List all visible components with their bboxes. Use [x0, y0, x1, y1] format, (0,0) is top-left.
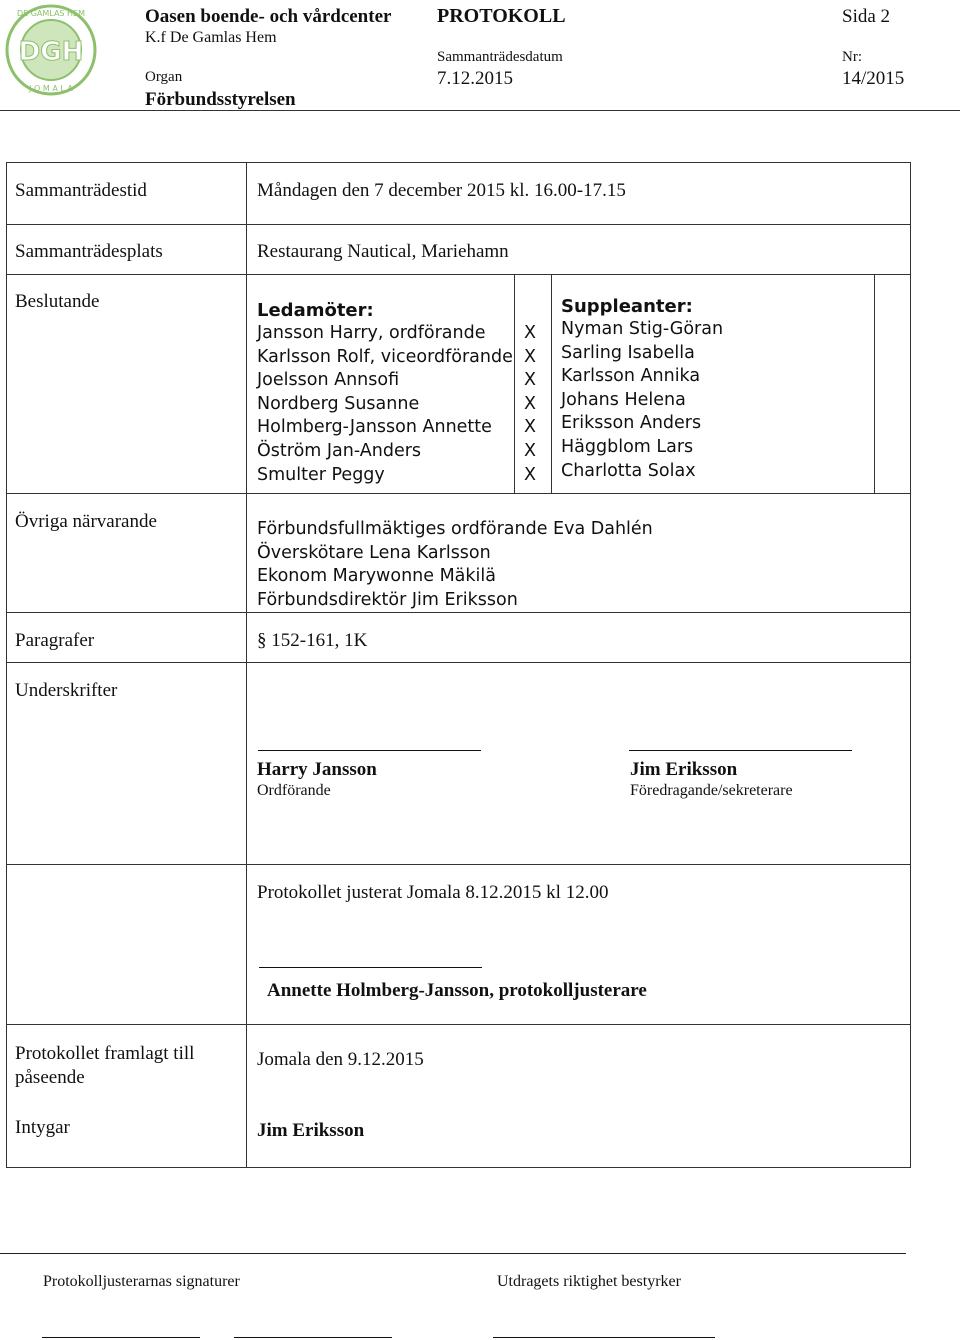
- attendance-mark: X: [524, 417, 536, 438]
- signature-line-right: [629, 750, 852, 751]
- signature-line-left: [258, 750, 481, 751]
- signer-left-name: Harry Jansson: [257, 759, 377, 780]
- organ-label: Organ: [145, 69, 183, 85]
- protocol-number: 14/2015: [842, 68, 905, 89]
- mark-column-rule: [514, 274, 515, 493]
- deputies-list: [561, 318, 723, 483]
- row-rule: [6, 1024, 911, 1025]
- deputy-name: Häggblom Lars: [561, 436, 694, 457]
- plats-value: Restaurang Nautical, Mariehamn: [257, 241, 509, 262]
- member-name: Öström Jan-Anders: [257, 440, 422, 461]
- beslutande-label: Beslutande: [15, 291, 100, 312]
- deputy-name: Charlotta Solax: [561, 460, 696, 481]
- intygar-value: Jim Eriksson: [257, 1120, 365, 1141]
- svg-text:DE GAMLAS HEM: DE GAMLAS HEM: [16, 9, 86, 18]
- attendance-mark: X: [524, 323, 536, 343]
- ovriga-person: Ekonom Marywonne Mäkilä: [257, 566, 496, 587]
- justering-text: Protokollet justerat Jomala 8.12.2015 kl 12.00: [257, 882, 609, 903]
- page-number: Sida 2: [842, 6, 891, 27]
- deputy-name: Johans Helena: [561, 389, 686, 410]
- ovriga-label: Övriga närvarande: [15, 511, 157, 532]
- attendance-mark: X: [524, 370, 536, 391]
- member-name: Jansson Harry, ordförande: [257, 323, 486, 343]
- row-rule: [6, 662, 911, 663]
- footer-signature-line: [493, 1337, 715, 1338]
- ovriga-list: [257, 518, 653, 612]
- nr-label: Nr:: [842, 49, 862, 65]
- footer-right-label: Utdragets riktighet bestyrker: [497, 1273, 681, 1290]
- row-rule: [6, 274, 911, 275]
- signer-left-role: Ordförande: [257, 782, 331, 799]
- member-name: Karlsson Rolf, viceordförande: [257, 346, 513, 367]
- org-sub: K.f De Gamlas Hem: [145, 29, 277, 46]
- attendance-mark: X: [524, 440, 536, 461]
- members-heading: Ledamöter:: [257, 300, 374, 321]
- attendance-mark: X: [524, 464, 536, 485]
- plats-label: Sammanträdesplats: [15, 241, 163, 262]
- underskrifter-label: Underskrifter: [15, 680, 118, 701]
- footer-left-label: Protokolljusterarnas signaturer: [43, 1273, 240, 1290]
- paragrafer-range: 152-161, 1K: [271, 630, 368, 651]
- deputy-column-rule: [874, 274, 875, 493]
- paragrafer-value: [257, 630, 367, 652]
- member-name: Smulter Peggy: [257, 464, 385, 485]
- meeting-date-label: Sammanträdesdatum: [437, 49, 563, 65]
- footer-rule: [0, 1253, 906, 1254]
- deputy-name: Karlsson Annika: [561, 366, 701, 387]
- ovriga-person: Förbundsdirektör Jim Eriksson: [257, 589, 518, 610]
- organ-name: Förbundsstyrelsen: [145, 89, 296, 110]
- de-gamlas-hem-logo: [5, 4, 97, 96]
- paragrafer-label: Paragrafer: [15, 630, 95, 651]
- justering-signature-line: [259, 967, 482, 968]
- deputy-name: Nyman Stig-Göran: [561, 319, 724, 339]
- header-rule: [0, 110, 960, 111]
- framlagt-value: Jomala den 9.12.2015: [257, 1049, 424, 1070]
- mark-column-rule: [551, 274, 552, 493]
- section-sign: §: [257, 630, 267, 651]
- row-rule: [6, 224, 911, 225]
- org-name: Oasen boende- och vårdcenter: [145, 6, 392, 27]
- tid-value: Måndagen den 7 december 2015 kl. 16.00-17.15: [257, 180, 626, 201]
- justering-name: Annette Holmberg-Jansson, protokolljusterare: [267, 980, 647, 1001]
- row-rule: [6, 493, 911, 494]
- table-border-left: [6, 162, 7, 1168]
- row-rule: [6, 864, 911, 865]
- attendance-mark: X: [524, 393, 536, 414]
- table-border-right: [910, 162, 911, 1168]
- member-name: Holmberg-Jansson Annette: [257, 417, 492, 438]
- signer-right-role: Föredragande/sekreterare: [630, 782, 793, 799]
- table-border-bottom: [6, 1167, 911, 1168]
- attendance-mark: X: [524, 346, 536, 367]
- svg-text:J O M A L A: J O M A L A: [29, 84, 73, 93]
- attendance-marks: [524, 322, 536, 487]
- deputies-heading: Suppleanter:: [561, 296, 693, 317]
- doc-type: PROTOKOLL: [437, 5, 566, 27]
- signer-right-name: Jim Eriksson: [630, 759, 738, 780]
- members-list: [257, 322, 513, 487]
- ovriga-person: Förbundsfullmäktiges ordförande Eva Dahlén: [257, 519, 653, 539]
- svg-text:DGH: DGH: [18, 37, 84, 67]
- intygar-label: Intygar: [15, 1117, 70, 1138]
- member-name: Nordberg Susanne: [257, 393, 420, 414]
- meeting-date: 7.12.2015: [437, 68, 513, 89]
- deputy-name: Sarling Isabella: [561, 342, 695, 363]
- table-divider: [246, 162, 247, 1168]
- footer-signature-line: [234, 1337, 392, 1338]
- tid-label: Sammanträdestid: [15, 180, 147, 201]
- member-name: Joelsson Annsofi: [257, 370, 400, 391]
- footer-signature-line: [42, 1337, 200, 1338]
- ovriga-person: Överskötare Lena Karlsson: [257, 542, 491, 563]
- deputy-name: Eriksson Anders: [561, 413, 702, 434]
- framlagt-label: Protokollet framlagt till påseende: [15, 1043, 195, 1088]
- table-border-top: [6, 162, 911, 163]
